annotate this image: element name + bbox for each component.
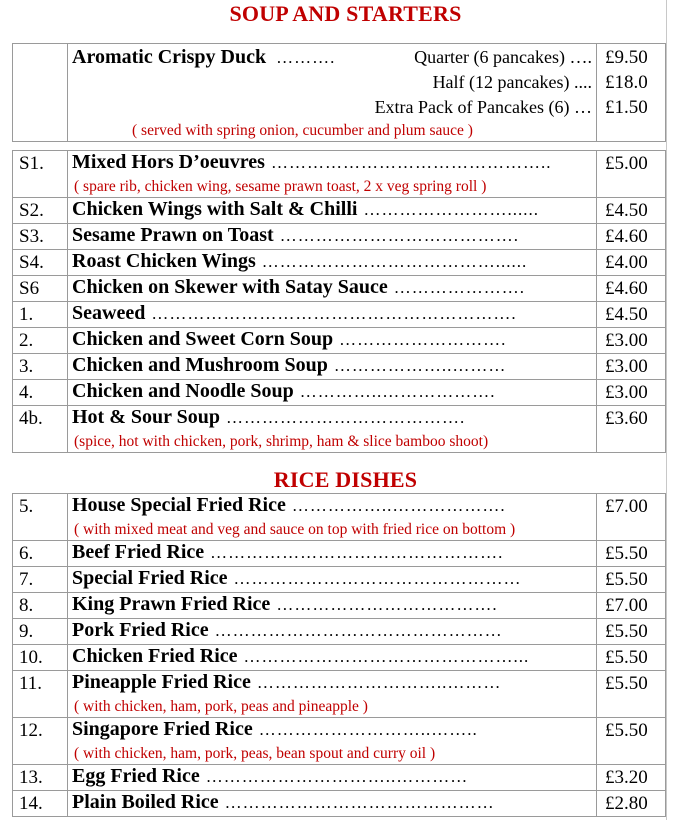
menu-item-row bbox=[13, 406, 666, 453]
item-name: Chicken Wings with Salt & Chilli bbox=[72, 198, 358, 220]
item-name: House Special Fried Rice bbox=[72, 494, 286, 516]
item-leader-dots: …………………………..……… bbox=[256, 673, 502, 692]
item-price: £4.00 bbox=[597, 250, 666, 276]
section-title-rice: RICE DISHES bbox=[273, 467, 418, 492]
rice-table bbox=[12, 493, 666, 817]
menu-item-row bbox=[13, 224, 666, 250]
item-price: £5.50 bbox=[597, 541, 666, 567]
item-leader-dots: ……………………...... bbox=[363, 200, 539, 219]
item-price: £4.60 bbox=[597, 276, 666, 302]
item-code: 13. bbox=[13, 765, 68, 791]
item-price: £3.00 bbox=[597, 328, 666, 354]
item-price: £4.50 bbox=[597, 198, 666, 224]
item-leader-dots: …………………………………. bbox=[226, 408, 466, 427]
item-price: £3.60 bbox=[597, 406, 666, 453]
item-leader-dots: ………………………………. bbox=[276, 595, 498, 614]
item-code: S6 bbox=[13, 276, 68, 302]
menu-item-row bbox=[13, 593, 666, 619]
item-price: £5.00 bbox=[597, 151, 666, 198]
duck-name: Aromatic Crispy Duck bbox=[72, 46, 267, 68]
item-leader-dots: …………..………………. bbox=[299, 382, 496, 401]
item-price: £3.00 bbox=[597, 354, 666, 380]
item-price: £7.00 bbox=[597, 593, 666, 619]
menu-item-row bbox=[13, 671, 666, 718]
item-price: £2.80 bbox=[597, 791, 666, 817]
item-code: 14. bbox=[13, 791, 68, 817]
item-name: Chicken and Noodle Soup bbox=[72, 380, 294, 402]
item-price: £5.50 bbox=[597, 671, 666, 718]
item-name: Roast Chicken Wings bbox=[72, 250, 256, 272]
item-code: 12. bbox=[13, 718, 68, 765]
item-code: 6. bbox=[13, 541, 68, 567]
menu-item-row bbox=[13, 791, 666, 817]
menu-item-row bbox=[13, 541, 666, 567]
item-name: Chicken and Mushroom Soup bbox=[72, 354, 328, 376]
item-price: £5.50 bbox=[597, 718, 666, 765]
item-code: 4b. bbox=[13, 406, 68, 453]
item-code: 7. bbox=[13, 567, 68, 593]
item-name: Pork Fried Rice bbox=[72, 619, 209, 641]
item-name: Hot & Sour Soup bbox=[72, 406, 221, 428]
item-leader-dots: …………………………………………. bbox=[210, 543, 504, 562]
item-name: Singapore Fried Rice bbox=[72, 718, 253, 740]
item-code: S4. bbox=[13, 250, 68, 276]
item-code: S3. bbox=[13, 224, 68, 250]
menu-item-row bbox=[13, 328, 666, 354]
duck-dots: ………. bbox=[276, 48, 336, 67]
item-leader-dots: …………………………..………… bbox=[205, 767, 469, 786]
item-code: 4. bbox=[13, 380, 68, 406]
item-leader-dots: ……………………………………… bbox=[224, 793, 495, 812]
item-name: Plain Boiled Rice bbox=[72, 791, 219, 813]
item-name: Sesame Prawn on Toast bbox=[72, 224, 274, 246]
menu-item-row bbox=[13, 494, 666, 541]
menu-item-row bbox=[13, 567, 666, 593]
item-note: ( with mixed meat and veg and sauce on top with fried rice on bottom ) bbox=[74, 521, 516, 538]
item-price: £3.00 bbox=[597, 380, 666, 406]
item-note: (spice, hot with chicken, pork, shrimp, ham & slice bamboo shoot) bbox=[74, 433, 489, 450]
item-name: Special Fried Rice bbox=[72, 567, 228, 589]
item-code: 9. bbox=[13, 619, 68, 645]
item-code: 10. bbox=[13, 645, 68, 671]
menu-item-row bbox=[13, 354, 666, 380]
item-code: 2. bbox=[13, 328, 68, 354]
item-leader-dots: ……………..………………. bbox=[291, 496, 506, 515]
menu-item-row bbox=[13, 198, 666, 224]
duck-price-quarter: £9.50 bbox=[605, 47, 648, 68]
item-leader-dots: ………………………………………... bbox=[243, 647, 530, 666]
menu-item-row bbox=[13, 151, 666, 198]
item-price: £4.60 bbox=[597, 224, 666, 250]
item-leader-dots: ………………..……… bbox=[333, 356, 507, 375]
item-name: Pineapple Fried Rice bbox=[72, 671, 251, 693]
item-name: Seaweed bbox=[72, 302, 146, 324]
duck-option-pancakes: Extra Pack of Pancakes (6) … bbox=[374, 97, 592, 117]
item-price: £5.50 bbox=[597, 619, 666, 645]
starters-table bbox=[12, 150, 666, 453]
starters-duck-table bbox=[12, 43, 666, 142]
item-leader-dots: ………………………. bbox=[339, 330, 507, 349]
menu-item-row bbox=[13, 380, 666, 406]
item-code: 8. bbox=[13, 593, 68, 619]
duck-row bbox=[13, 44, 666, 142]
item-price: £7.00 bbox=[597, 494, 666, 541]
item-note: ( with chicken, ham, pork, peas and pineapple ) bbox=[74, 698, 368, 715]
item-code: S2. bbox=[13, 198, 68, 224]
item-name: Egg Fried Rice bbox=[72, 765, 200, 787]
item-code: 3. bbox=[13, 354, 68, 380]
menu-item-row bbox=[13, 765, 666, 791]
item-code: 5. bbox=[13, 494, 68, 541]
item-name: Chicken on Skewer with Satay Sauce bbox=[72, 276, 388, 298]
item-code: 1. bbox=[13, 302, 68, 328]
duck-price-half: £18.0 bbox=[605, 72, 648, 93]
duck-option-half: Half (12 pancakes) .... bbox=[432, 72, 592, 92]
item-name: Mixed Hors D’oeuvres bbox=[72, 151, 265, 173]
duck-option-quarter: Quarter (6 pancakes) …. bbox=[414, 47, 592, 67]
item-price: £5.50 bbox=[597, 567, 666, 593]
item-name: Chicken and Sweet Corn Soup bbox=[72, 328, 334, 350]
item-note: ( with chicken, ham, pork, peas, bean spout and curry oil ) bbox=[74, 745, 436, 762]
item-price: £5.50 bbox=[597, 645, 666, 671]
item-leader-dots: …………………………………...... bbox=[261, 252, 528, 271]
item-leader-dots: ………………………………………… bbox=[214, 621, 503, 640]
item-code: S1. bbox=[13, 151, 68, 198]
menu-item-row bbox=[13, 718, 666, 765]
menu-item-row bbox=[13, 276, 666, 302]
item-price: £4.50 bbox=[597, 302, 666, 328]
item-code: 11. bbox=[13, 671, 68, 718]
item-leader-dots: …………………………………. bbox=[279, 226, 519, 245]
item-name: Chicken Fried Rice bbox=[72, 645, 238, 667]
menu-item-row bbox=[13, 619, 666, 645]
menu-item-row bbox=[13, 645, 666, 671]
item-name: King Prawn Fried Rice bbox=[72, 593, 271, 615]
item-note: ( spare rib, chicken wing, sesame prawn toast, 2 x veg spring roll ) bbox=[74, 178, 487, 195]
item-leader-dots: ……………………………………….. bbox=[270, 153, 552, 172]
item-leader-dots: ……………………………………………………. bbox=[151, 304, 517, 323]
menu-item-row bbox=[13, 250, 666, 276]
duck-note: ( served with spring onion, cucumber and plum sauce ) bbox=[132, 122, 473, 139]
item-name: Beef Fried Rice bbox=[72, 541, 205, 563]
item-leader-dots: …………………. bbox=[393, 278, 526, 297]
item-price: £3.20 bbox=[597, 765, 666, 791]
item-leader-dots: ………………………………………… bbox=[233, 569, 522, 588]
item-leader-dots: ………………………..…….. bbox=[258, 720, 478, 739]
section-title-starters: SOUP AND STARTERS bbox=[229, 1, 462, 26]
menu-item-row bbox=[13, 302, 666, 328]
duck-price-pancakes: £1.50 bbox=[605, 97, 648, 118]
